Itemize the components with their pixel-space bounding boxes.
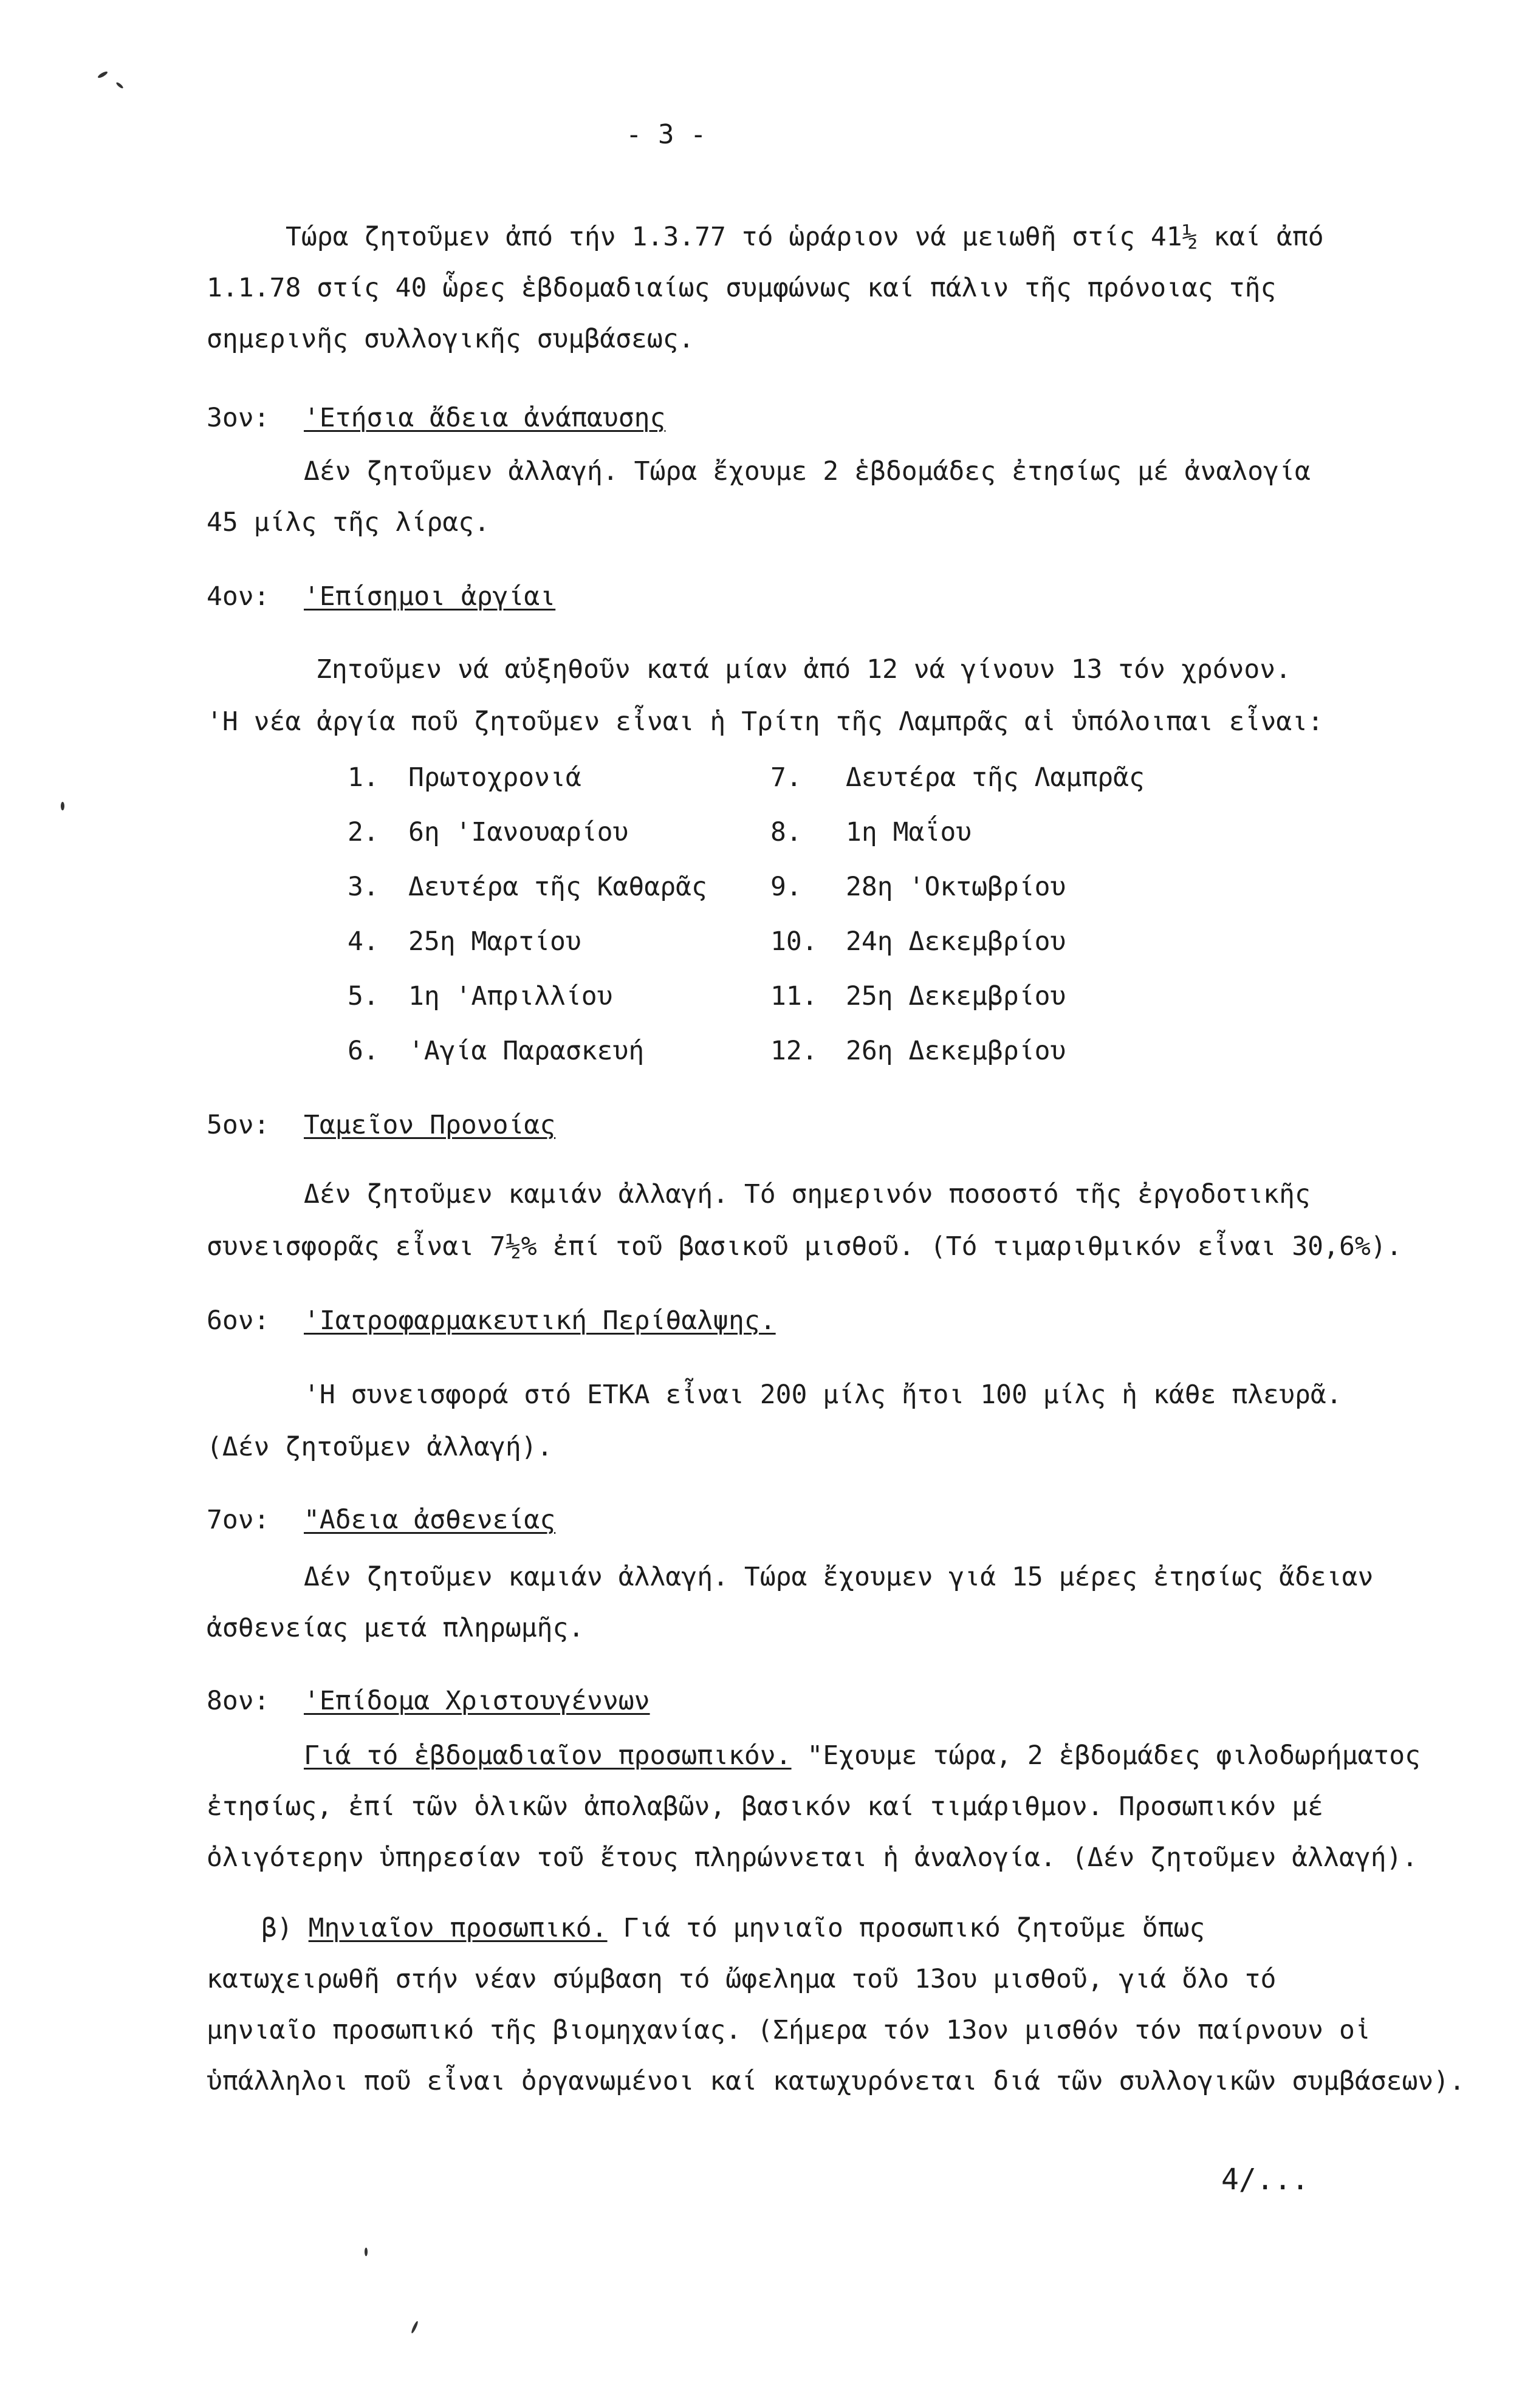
holiday-name: Πρωτοχρονιά <box>408 762 581 793</box>
holiday-number: 2. <box>348 817 379 847</box>
section-3-number: 3ον: <box>207 403 270 433</box>
holiday-number: 1. <box>348 762 379 793</box>
section-4-line-2: 'Η νέα ἀργία ποῦ ζητοῦμεν εἶναι ἡ Τρίτη τῆς Λαμπρᾶς αἱ ὑπόλοιπαι εἶναι: <box>207 706 1324 737</box>
section-8a-line-2: ἐτησίως, ἐπί τῶν ὁλικῶν ἀπολαβῶν, βασικόν καί τιμάριθμον. Προσωπικόν μέ <box>207 1791 1324 1822</box>
holiday-number: 11. <box>770 981 818 1011</box>
section-8b-title: Μηνιαῖον προσωπικό. <box>308 1913 608 1943</box>
section-7-line-1: Δέν ζητοῦμεν καμιάν ἀλλαγή. Τώρα ἔχουμεν γιά 15 μέρες ἐτησίως ἄδειαν <box>304 1562 1374 1592</box>
section-8a-text: "Εχουμε τώρα, 2 ἑβδομάδες φιλοδωρήματος <box>791 1740 1421 1771</box>
section-7-title: "Αδεια ἀσθενείας <box>304 1505 556 1535</box>
intro-line-1: Τώρα ζητοῦμεν ἀπό τήν 1.3.77 τό ὡράριον νά μειωθῆ στίς 41½ καί ἀπό <box>286 222 1324 252</box>
section-8a-line-3: ὀλιγότερην ὑπηρεσίαν τοῦ ἔτους πληρώννεται ἡ ἀναλογία. (Δέν ζητοῦμεν ἀλλαγή). <box>207 1842 1418 1873</box>
section-8a-line-1 <box>304 1739 1421 1773</box>
section-8b-label: β) <box>261 1913 293 1943</box>
holiday-number: 9. <box>770 872 802 902</box>
holiday-number: 7. <box>770 762 802 793</box>
holiday-number: 3. <box>348 872 379 902</box>
holiday-number: 12. <box>770 1036 818 1066</box>
holiday-number: 8. <box>770 817 802 847</box>
holiday-number: 5. <box>348 981 379 1011</box>
holiday-number: 4. <box>348 926 379 957</box>
section-3-line-1: Δέν ζητοῦμεν ἀλλαγή. Τώρα ἔχουμε 2 ἑβδομάδες ἐτησίως μέ ἀναλογία <box>304 456 1311 487</box>
section-6-line-1: 'Η συνεισφορά στό ΕΤΚΑ εἶναι 200 μίλς ἤτοι 100 μίλς ἡ κάθε πλευρᾶ. <box>304 1380 1342 1410</box>
holiday-name: 1η Μαΐου <box>846 817 972 847</box>
section-5-title: Ταμεῖον Προνοίας <box>304 1110 556 1140</box>
holiday-name: 24η Δεκεμβρίου <box>846 926 1066 957</box>
section-8b-line-3: μηνιαῖο προσωπικό τῆς βιομηχανίας. (Σήμερα τόν 13ον μισθόν τόν παίρνουν οἱ <box>207 2015 1371 2045</box>
scan-mark <box>365 2248 368 2256</box>
holiday-name: 25η Δεκεμβρίου <box>846 981 1066 1011</box>
holiday-name: 1η 'Απριλλίου <box>408 981 613 1011</box>
section-7-line-2: ἀσθενείας μετά πληρωμῆς. <box>207 1613 584 1643</box>
continuation-marker: 4/... <box>1221 2163 1309 2197</box>
holiday-number: 10. <box>770 926 818 957</box>
section-5-number: 5ον: <box>207 1110 270 1140</box>
section-8b-line-1 <box>261 1911 1205 1945</box>
section-8-number: 8ον: <box>207 1686 270 1716</box>
intro-line-3: σημερινῆς συλλογικῆς συμβάσεως. <box>207 324 694 354</box>
section-8-title: 'Επίδομα Χριστουγέννων <box>304 1686 650 1716</box>
scan-mark <box>61 802 64 810</box>
holiday-name: Δευτέρα τῆς Καθαρᾶς <box>408 872 707 902</box>
section-5-line-2: συνεισφορᾶς εἶναι 7½% ἐπί τοῦ βασικοῦ μισθοῦ. (Τό τιμαριθμικόν εἶναι 30,6%). <box>207 1231 1402 1262</box>
section-8b-text: Γιά τό μηνιαῖο προσωπικό ζητοῦμε ὅπως <box>607 1913 1205 1943</box>
page-number: - 3 - <box>626 119 707 150</box>
intro-line-2: 1.1.78 στίς 40 ὧρες ἑβδομαδιαίως συμφώνως καί πάλιν τῆς πρόνοιας τῆς <box>207 273 1277 303</box>
holiday-name: Δευτέρα τῆς Λαμπρᾶς <box>846 762 1145 793</box>
holiday-name: 'Αγία Παρασκευή <box>408 1036 645 1066</box>
holiday-name: 6η 'Ιανουαρίου <box>408 817 629 847</box>
section-7-number: 7ον: <box>207 1505 270 1535</box>
section-6-number: 6ον: <box>207 1305 270 1336</box>
scan-mark <box>97 70 109 79</box>
section-8b-line-2: κατωχειρωθῆ στήν νέαν σύμβαση τό ὤφελημα τοῦ 13ου μισθοῦ, γιά ὅλο τό <box>207 1964 1277 1994</box>
section-8a-title: Γιά τό ἑβδομαδιαῖον προσωπικόν. <box>304 1740 792 1771</box>
scan-mark <box>411 2321 419 2334</box>
section-5-line-1: Δέν ζητοῦμεν καμιάν ἀλλαγή. Τό σημερινόν ποσοστό τῆς ἐργοδοτικῆς <box>304 1179 1311 1209</box>
section-4-title: 'Επίσημοι ἀργίαι <box>304 581 556 612</box>
section-4-line-1: Ζητοῦμεν νά αὐξηθοῦν κατά μίαν ἀπό 12 νά γίνουν 13 τόν χρόνον. <box>316 654 1292 685</box>
section-3-line-2: 45 μίλς τῆς λίρας. <box>207 507 490 538</box>
section-6-title: 'Ιατροφαρμακευτική Περίθαλψης. <box>304 1305 776 1336</box>
section-3-title: 'Ετήσια ἄδεια ἀνάπαυσης <box>304 403 666 433</box>
holiday-number: 6. <box>348 1036 379 1066</box>
holiday-name: 26η Δεκεμβρίου <box>846 1036 1066 1066</box>
scan-mark <box>115 81 124 89</box>
section-6-line-2: (Δέν ζητοῦμεν ἀλλαγή). <box>207 1432 553 1462</box>
holiday-name: 25η Μαρτίου <box>408 926 581 957</box>
section-4-number: 4ον: <box>207 581 270 612</box>
section-8b-line-4: ὑπάλληλοι ποῦ εἶναι ὀργανωμένοι καί κατωχυρόνεται διά τῶν συλλογικῶν συμβάσεων). <box>207 2066 1465 2096</box>
holiday-name: 28η 'Οκτωβρίου <box>846 872 1066 902</box>
